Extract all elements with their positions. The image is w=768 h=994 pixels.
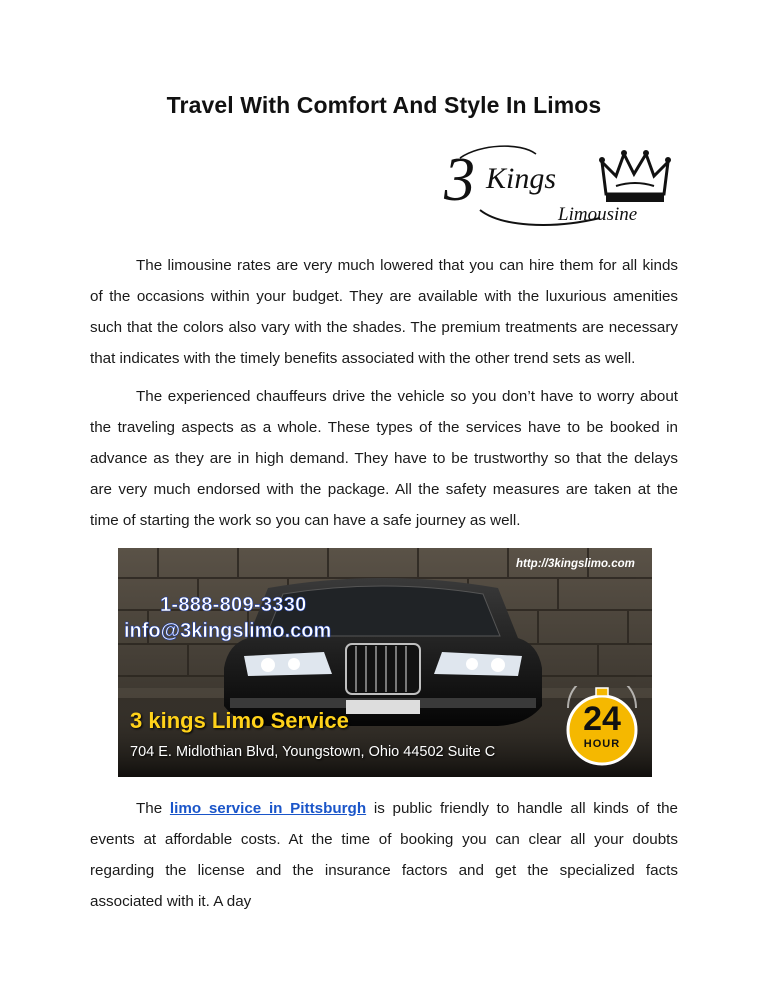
service-address: 704 E. Midlothian Blvd, Youngstown, Ohio 44502 Suite C (130, 744, 496, 760)
paragraph-1-text: The limousine rates are very much lowered that you can hire them for all kinds of the occasions within your budget. They are available with the luxurious amenities such that the colors also vary with the shades. The premium treatments are necessary that indicates with the timely benefits associated with the other trend sets as well. (90, 257, 678, 367)
paragraph-2 (90, 381, 678, 536)
svg-text:Limousine: Limousine (558, 204, 638, 225)
svg-text:3: 3 (444, 146, 475, 214)
paragraph-3 (90, 793, 678, 917)
phone-number: 1-888-809-3330 (160, 594, 307, 616)
website-url: http://3kingslimo.com (516, 558, 635, 570)
badge-number: 24 (583, 700, 621, 738)
limo-ad-image (118, 548, 652, 777)
paragraph-1 (90, 250, 678, 374)
brand-logo (440, 140, 680, 232)
paragraph-3-lead: The (136, 800, 170, 817)
crown-icon (599, 150, 671, 202)
email-address: info@3kingslimo.com (124, 620, 332, 642)
paragraph-3-text: is public friendly to handle all kinds of the events at affordable costs. At the time of booking you can clear all your doubts regarding the license and the insurance factors and get the specialized facts associated with it. A day (90, 800, 678, 910)
limo-service-pittsburgh-link[interactable]: limo service in Pittsburgh (169, 800, 367, 817)
brand-script-logo (443, 146, 637, 225)
service-name: 3 kings Limo Service (130, 708, 349, 733)
badge-label: HOUR (583, 738, 621, 750)
24-hour-badge (554, 686, 650, 766)
svg-text:Kings: Kings (486, 162, 557, 195)
paragraph-2-text: The experienced chauffeurs drive the vehicle so you don’t have to worry about the traveling aspects as a whole. These types of the services have to be booked in advance as they are in high demand. They have to be trustworthy so that the delays are very much endorsed with the package. All the safety measures are taken at the time of starting the work so you can have a safe journey as well. (90, 388, 678, 529)
document-title: Travel With Comfort And Style In Limos (166, 92, 602, 118)
